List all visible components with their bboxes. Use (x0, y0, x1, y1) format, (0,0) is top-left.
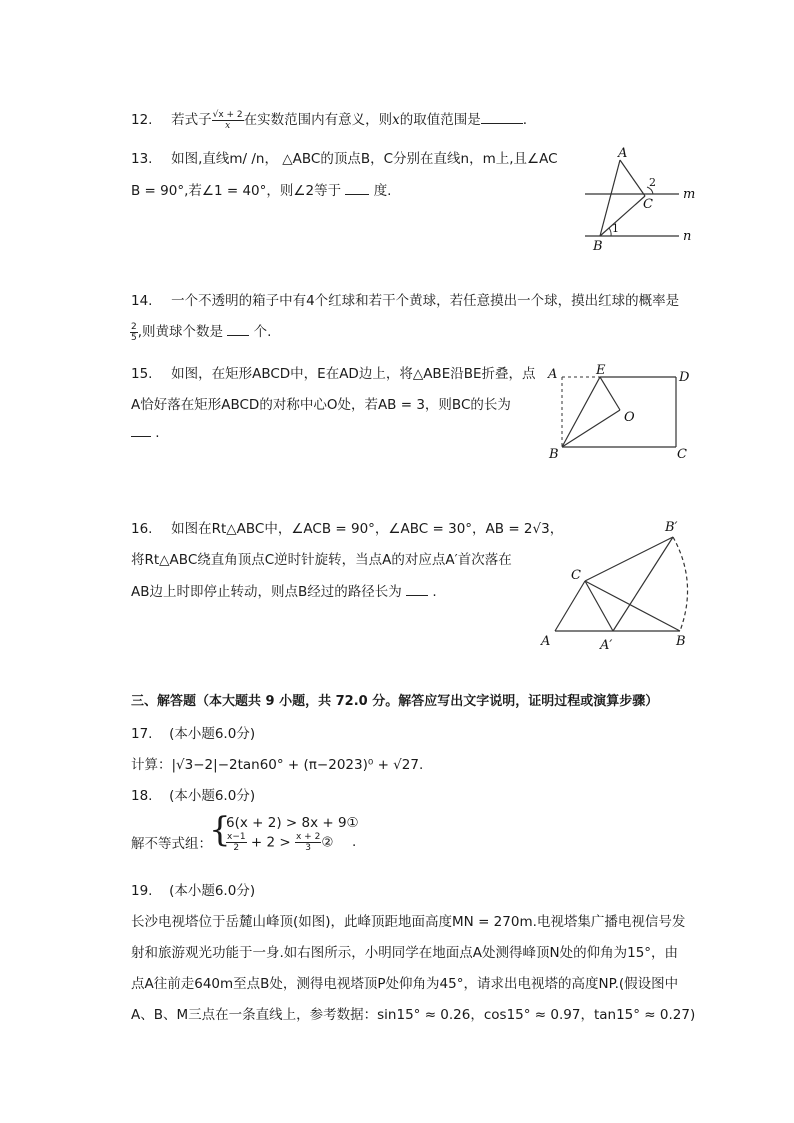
question-19-line4: A、B、M三点在一条直线上，参考数据：sin15° ≈ 0.26，cos15° ≈ 0.97，tan15° ≈ 0.27) (131, 1007, 696, 1023)
label-B: B (549, 447, 559, 462)
question-16-line2 (131, 548, 512, 568)
question-text: 如图在Rt△ABC中，∠ACB = 90°，∠ABC = 30°，AB = 2√3， (171, 521, 564, 537)
question-16-line3: AB边上时即停止转动，则点B经过的路径长为 . (131, 584, 437, 600)
inequality-1: 6(x + 2) > 8x + 9① (226, 815, 359, 831)
score-note: (本小题6.0分) (169, 726, 256, 742)
score-note: (本小题6.0分) (169, 883, 256, 899)
segment-BC (600, 196, 645, 236)
angle-1-arc (609, 228, 611, 236)
fraction: $\frac{√x + 2}{x}$ (212, 109, 243, 131)
question-text: 若式子 (171, 112, 212, 128)
system-brace: { (209, 810, 231, 850)
question-text: ,则黄球个数是 (137, 324, 224, 340)
label-D: D (679, 370, 690, 385)
question-text: AB边上时即停止转动，则点B经过的路径长为 (131, 584, 402, 600)
question-number: 13. (131, 151, 153, 167)
question-number: 19. (131, 883, 153, 899)
fraction: $\frac{2}{5}$ (131, 321, 137, 343)
label-B: B (676, 634, 686, 649)
question-15-line1 (131, 362, 536, 382)
answer-blank (131, 436, 151, 437)
segment-A-prime-B-prime (613, 537, 673, 631)
segment-EO (600, 377, 620, 410)
segment-BO (562, 410, 620, 447)
label-angle-1: 1 (612, 222, 619, 235)
question-text: 将Rt△ABC绕直角顶点C逆时针旋转，当点A的对应点A′首次落在 (131, 552, 512, 568)
question-19-line2: 射和旅游观光功能于一身.如右图所示，小明同学在地面点A处测得峰顶N处的仰角为15°，由 (131, 945, 679, 961)
segment-CB-prime (585, 537, 673, 581)
question-text: 个. (253, 324, 272, 340)
label-A-prime: A′ (600, 638, 613, 652)
question-19-header (131, 879, 255, 899)
answer-blank (345, 194, 369, 195)
label-A: A (548, 367, 558, 382)
question-14-line2 (130, 320, 271, 343)
q13-figure (575, 140, 705, 255)
question-16-line1 (131, 517, 563, 537)
segment-AC (620, 160, 645, 196)
question-number: 15. (131, 366, 153, 382)
score-note: (本小题6.0分) (169, 788, 256, 804)
question-text: 如图,直线m/ /n， △ABC的顶点B，C分别在直线n，m上,且∠AC (171, 151, 558, 167)
question-text: 一个不透明的箱子中有4个红球和若干个黄球，若任意摸出一个球，摸出红球的概率是 (171, 293, 680, 309)
question-12: 12. 若式子 $\frac{√x + 2}{x}$ 在实数范围内有意义，则x的取值范围是 . (131, 109, 528, 131)
question-number: 17. (131, 726, 153, 742)
label-O: O (624, 410, 635, 425)
section-heading: 三、解答题（本大题共 9 小题，共 72.0 分。解答应写出文字说明，证明过程或演算步骤） (131, 694, 659, 709)
label-C: C (643, 197, 653, 212)
question-18-header (131, 784, 255, 804)
question-number: 12. (131, 112, 153, 128)
question-18-label: 解不等式组： (131, 836, 212, 852)
question-13-line1 (131, 147, 558, 167)
question-text: 在实数范围内有意义，则 (243, 112, 393, 128)
label-B: B (593, 239, 603, 254)
question-number: 16. (131, 521, 153, 537)
segment-BE (562, 377, 600, 447)
q16-figure (535, 512, 705, 652)
label-E: E (596, 363, 606, 378)
question-text: B = 90°,若∠1 = 40°，则∠2等于 (131, 183, 342, 199)
question-number: 18. (131, 788, 153, 804)
label-A: A (541, 634, 551, 649)
label-C: C (571, 568, 581, 583)
label-A: A (618, 146, 628, 161)
question-17-text: 计算：|√3−2|−2tan60° + (π−2023)⁰ + √27. (131, 757, 424, 773)
question-text: 度. (373, 183, 392, 199)
question-17-header (131, 722, 255, 742)
question-14-line1 (131, 289, 679, 309)
question-15-line3: . (131, 425, 160, 441)
inequality-end: . (352, 834, 357, 850)
label-n: n (683, 229, 692, 244)
question-13-line2 (131, 179, 391, 199)
answer-blank (406, 595, 428, 596)
question-text: 的取值范围是 (399, 112, 481, 128)
answer-blank (227, 335, 249, 336)
question-15-line2 (131, 393, 511, 413)
label-m: m (683, 187, 696, 202)
question-19-line3: 点A往前走640m至点B处，测得电视塔顶P处仰角为45°，请求出电视塔的高度NP.(假设图中 (131, 976, 679, 992)
question-text: A恰好落在矩形ABCD的对称中心O处，若AB = 3，则BC的长为 (131, 397, 511, 413)
segment-AC (555, 581, 585, 631)
question-number: 14. (131, 293, 153, 309)
q15-figure (540, 360, 700, 465)
label-C: C (677, 447, 687, 462)
inequality-2: $\frac{x-1}{2}$ + 2 > $\frac{x + 2}{3}$ ② (227, 832, 334, 853)
arc-B-path (673, 537, 688, 631)
answer-blank (481, 123, 523, 124)
label-angle-2: 2 (649, 176, 656, 189)
question-text: 如图，在矩形ABCD中，E在AD边上，将△ABE沿BE折叠，点 (171, 366, 536, 382)
question-19-line1: 长沙电视塔位于岳麓山峰顶(如图)，此峰顶距地面高度MN = 270m.电视塔集广播电视信号发 (131, 914, 686, 930)
label-B-prime: B′ (665, 520, 678, 535)
